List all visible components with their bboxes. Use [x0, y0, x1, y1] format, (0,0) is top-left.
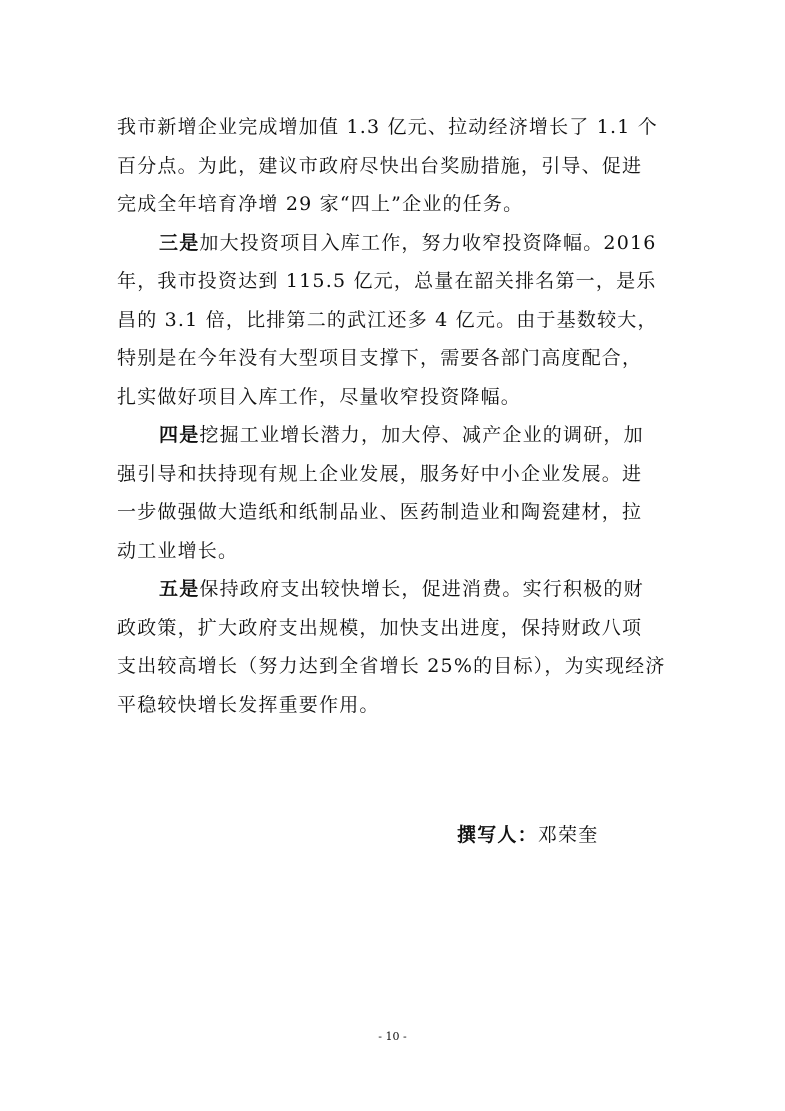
paragraph-first-line	[117, 416, 677, 455]
text-line: 动工业增长。	[117, 539, 239, 562]
paragraph-point-five	[117, 570, 677, 724]
text-line: 政政策，扩大政府支出规模，加快支出进度，保持财政八项	[117, 616, 643, 639]
paragraph-first-line	[117, 570, 677, 609]
text-line: 保持政府支出较快增长，促进消费。实行积极的财	[199, 578, 644, 600]
text-line: 平稳较快增长发挥重要作用。	[117, 693, 380, 716]
text-line: 年，我市投资达到 115.5 亿元，总量在韶关排名第一，是乐	[117, 270, 657, 292]
text-line: 完成全年培育净增 29 家“四上”企业的任务。	[117, 193, 524, 215]
text-line: 扎实做好项目入库工作，尽量收窄投资降幅。	[117, 385, 522, 408]
text-line: 我市新增企业完成增加值 1.3 亿元、拉动经济增长了 1.1 个	[117, 116, 658, 138]
text-line: 百分点。为此，建议市政府尽快出台奖励措施，引导、促进	[117, 154, 643, 177]
text-line: 一步做强做大造纸和纸制品业、医药制造业和陶瓷建材，拉	[117, 501, 643, 523]
text-line: 支出较高增长（努力达到全省增长 25%的目标），为实现经济	[117, 655, 666, 677]
page-number: - 10 -	[378, 1030, 407, 1043]
text-line: 昌的 3.1 倍，比排第二的武江还多 4 亿元。由于基数较大，	[117, 308, 658, 331]
author-name: 邓荣奎	[537, 824, 599, 846]
text-line: 加大投资项目入库工作，努力收窄投资降幅。2016	[199, 231, 657, 254]
author-label: 撰写人：	[457, 824, 538, 846]
paragraph-point-three	[117, 224, 677, 417]
paragraph-lead: 五是	[159, 578, 200, 600]
author-signature	[457, 816, 598, 854]
text-line: 挖掘工业增长潜力，加大停、减产企业的调研，加	[199, 424, 644, 446]
paragraph-point-four	[117, 416, 677, 570]
text-line: 强引导和扶持现有规上企业发展，服务好中小企业发展。进	[117, 462, 643, 485]
document-body	[117, 108, 677, 724]
paragraph-lead: 三是	[159, 231, 200, 254]
text-line: 特别是在今年没有大型项目支撑下，需要各部门高度配合，	[117, 347, 643, 369]
paragraph-lead: 四是	[159, 424, 200, 446]
paragraph-continuation	[117, 108, 677, 224]
paragraph-first-line	[117, 224, 677, 263]
